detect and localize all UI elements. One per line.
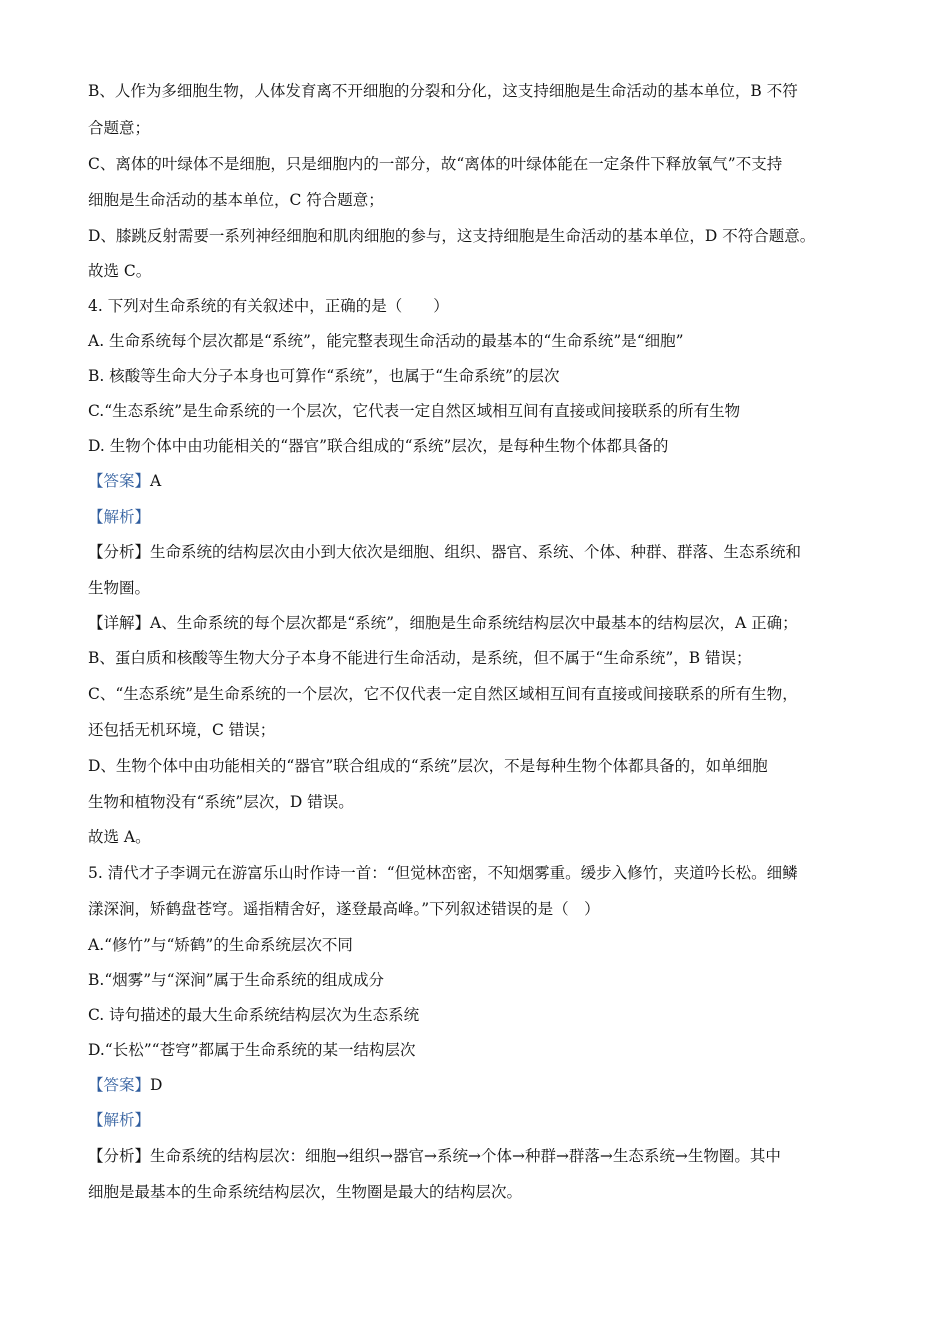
- analysis-tag: 【解析】: [88, 508, 151, 526]
- option-a: A. 生命系统每个层次都是“系统”，能完整表现生命活动的最基本的“生命系统”是“细胞”: [88, 332, 684, 350]
- text-line: 故选 C。: [88, 262, 152, 280]
- text-line: B、蛋白质和核酸等生物大分子本身不能进行生命活动，是系统，但不属于“生命系统”，B 错误；: [88, 649, 752, 667]
- question-5-stem: 5. 清代才子李调元在游富乐山时作诗一首：“但觉林峦密，不知烟雾重。缓步入修竹，夹道吟长松。细鳞: [88, 864, 798, 882]
- option-c: C. 诗句描述的最大生命系统结构层次为生态系统: [88, 1006, 420, 1024]
- text-line: 细胞是生命活动的基本单位，C 符合题意；: [88, 191, 384, 209]
- analysis-tag: 【解析】: [88, 1111, 151, 1129]
- answer-tag: 【答案】: [88, 1076, 151, 1094]
- answer-value: A: [150, 472, 162, 490]
- text-line: C、“生态系统”是生命系统的一个层次，它不仅代表一定自然区域相互间有直接或间接联系的所有生物，: [88, 685, 798, 703]
- text-line: 故选 A。: [88, 828, 151, 846]
- text-line: 合题意；: [88, 119, 151, 137]
- option-b: B.“烟雾”与“深涧”属于生命系统的组成成分: [88, 971, 385, 989]
- text-line: B、人作为多细胞生物，人体发育离不开细胞的分裂和分化，这支持细胞是生命活动的基本单位，B 不符: [88, 82, 798, 100]
- text-line: 【分析】生命系统的结构层次：细胞→组织→器官→系统→个体→种群→群落→生态系统→生物圈。其中: [88, 1147, 781, 1165]
- text-line: D、生物个体中由功能相关的“器官”联合组成的“系统”层次，不是每种生物个体都具备的，如单细胞: [88, 757, 768, 775]
- option-d: D. 生物个体中由功能相关的“器官”联合组成的“系统”层次，是每种生物个体都具备的: [88, 437, 669, 455]
- option-b: B. 核酸等生命大分子本身也可算作“系统”，也属于“生命系统”的层次: [88, 367, 560, 385]
- question-4-stem: 4. 下列对生命系统的有关叙述中，正确的是（ ）: [88, 297, 449, 315]
- answer-tag: 【答案】: [88, 472, 151, 490]
- text-line: 生物和植物没有“系统”层次，D 错误。: [88, 793, 354, 811]
- option-d: D.“长松”“苍穹”都属于生命系统的某一结构层次: [88, 1041, 416, 1059]
- text-line: 【详解】A、生命系统的每个层次都是“系统”，细胞是生命系统结构层次中最基本的结构层次，A 正确；: [88, 614, 798, 632]
- answer-line: [88, 470, 862, 492]
- question-5-stem-cont: 漾深涧，矫鹤盘苍穹。遥指精舍好，遂登最高峰。”下列叙述错误的是（ ）: [88, 900, 600, 918]
- answer-value: D: [150, 1076, 163, 1094]
- text-line: D、膝跳反射需要一系列神经细胞和肌肉细胞的参与，这支持细胞是生命活动的基本单位，D 不符合题意。: [88, 227, 816, 245]
- text-line: 生物圈。: [88, 579, 151, 597]
- text-line: 细胞是最基本的生命系统结构层次，生物圈是最大的结构层次。: [88, 1183, 523, 1201]
- text-line: 【分析】生命系统的结构层次由小到大依次是细胞、组织、器官、系统、个体、种群、群落、生态系统和: [88, 543, 802, 561]
- option-c: C.“生态系统”是生命系统的一个层次，它代表一定自然区域相互间有直接或间接联系的所有生物: [88, 402, 741, 420]
- option-a: A.“修竹”与“矫鹤”的生命系统层次不同: [88, 936, 353, 954]
- answer-line: [88, 1074, 862, 1096]
- text-line: 还包括无机环境，C 错误；: [88, 721, 276, 739]
- text-line: C、离体的叶绿体不是细胞，只是细胞内的一部分，故“离体的叶绿体能在一定条件下释放氧气”不支持: [88, 155, 783, 173]
